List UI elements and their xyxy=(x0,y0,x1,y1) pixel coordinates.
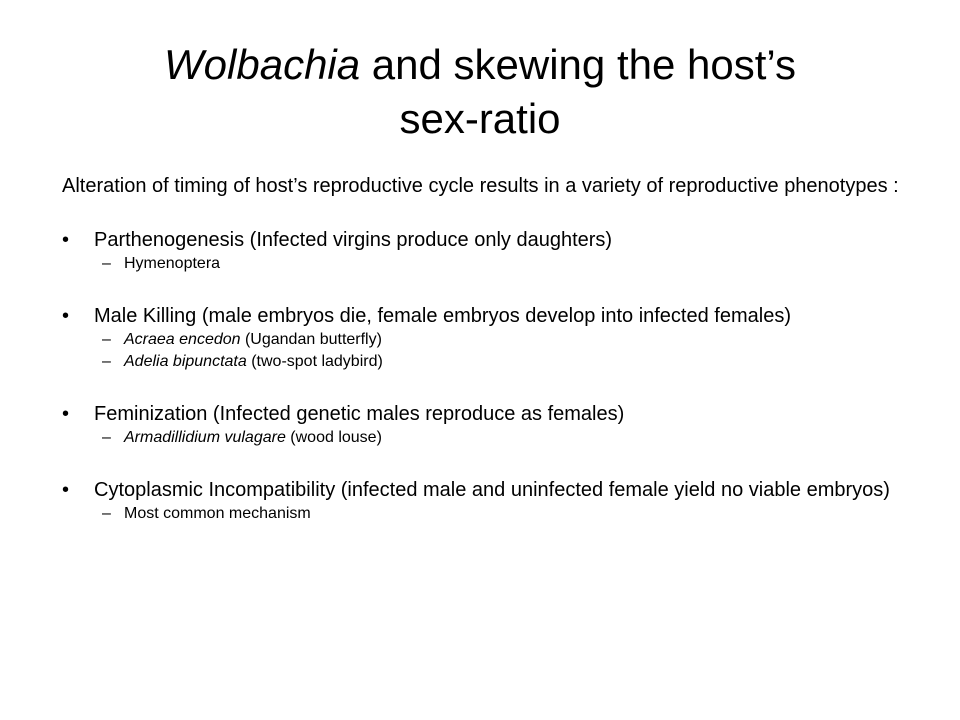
sub-text: Most common mechanism xyxy=(124,505,311,522)
sub-species: Acraea encedon xyxy=(124,331,241,348)
bullet-item xyxy=(62,304,912,329)
bullet-text: Cytoplasmic Incompatibility (infected male and uninfected female yield no viable embryos) xyxy=(94,479,890,501)
bullet-group-male-killing xyxy=(62,304,912,373)
dash-icon: – xyxy=(102,353,111,370)
sub-text: (wood louse) xyxy=(285,429,382,446)
sub-item xyxy=(62,351,912,373)
bullet-item xyxy=(62,402,912,427)
sub-item xyxy=(62,253,912,275)
bullet-dot-icon: • xyxy=(62,305,70,327)
title-line2: sex-ratio xyxy=(399,95,561,142)
dash-icon: – xyxy=(102,331,111,348)
sub-text: Hymenoptera xyxy=(124,255,221,272)
bullet-group-feminization xyxy=(62,402,912,449)
title-italic-term: Wolbachia xyxy=(164,41,361,88)
sub-item xyxy=(62,329,912,351)
bullet-dot-icon: • xyxy=(62,403,70,425)
bullet-dot-icon: • xyxy=(62,479,70,501)
bullet-group-cytoplasmic-incompatibility xyxy=(62,478,912,525)
intro-paragraph: Alteration of timing of host’s reproductive cycle results in a variety of reproductive phenotypes : xyxy=(62,175,899,197)
dash-icon: – xyxy=(102,505,111,522)
bullet-text: Male Killing (male embryos die, female embryos develop into infected females) xyxy=(94,305,791,327)
sub-species: Armadillidium vulagare xyxy=(124,429,286,446)
slide-title xyxy=(40,38,920,146)
sub-species: Adelia bipunctata xyxy=(124,353,247,370)
bullet-text: Parthenogenesis (Infected virgins produce only daughters) xyxy=(94,229,613,251)
bullet-dot-icon: • xyxy=(62,229,70,251)
dash-icon: – xyxy=(102,255,111,272)
dash-icon: – xyxy=(102,429,111,446)
bullet-group-parthenogenesis xyxy=(62,228,912,275)
sub-text: (Ugandan butterfly) xyxy=(240,331,382,348)
title-line1: and skewing the host’s xyxy=(360,41,796,88)
bullet-item xyxy=(62,228,912,253)
sub-item xyxy=(62,503,912,525)
bullet-text: Feminization (Infected genetic males reproduce as females) xyxy=(94,403,625,425)
bullet-item xyxy=(62,478,912,503)
slide-body xyxy=(62,174,912,554)
sub-item xyxy=(62,427,912,449)
sub-text: (two-spot ladybird) xyxy=(246,353,383,370)
